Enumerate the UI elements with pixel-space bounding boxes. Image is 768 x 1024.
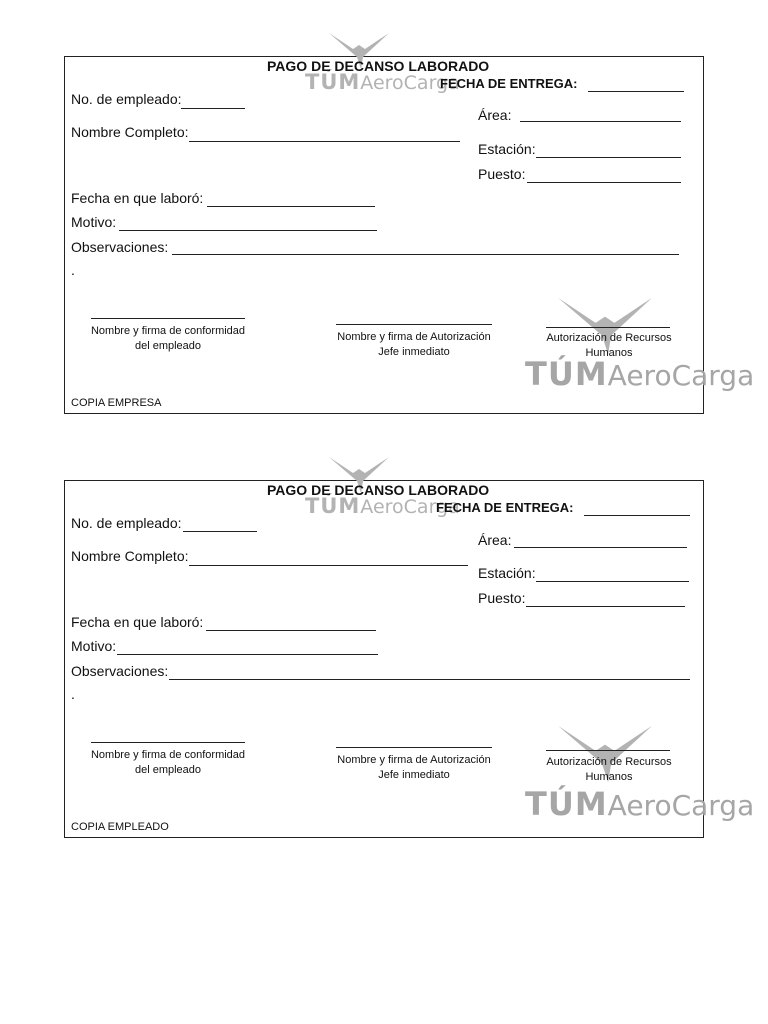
station-label: Estación:: [478, 565, 536, 581]
employee-signature-caption: Nombre y firma de conformidad del empleado: [90, 749, 246, 776]
hr-signature-line[interactable]: [546, 327, 670, 328]
area-label: Área:: [478, 532, 512, 548]
brand-logo-bottom: TÚMAeroCarga: [525, 355, 755, 393]
copy-label: COPIA EMPLEADO: [71, 821, 169, 833]
boss-signature-line[interactable]: [336, 747, 492, 748]
reason-field[interactable]: [119, 230, 377, 231]
employee-signature-line[interactable]: [91, 742, 245, 743]
form-title: PAGO DE DECANSO LABORADO: [267, 482, 490, 498]
worked-date-label: Fecha en que laboró:: [71, 190, 204, 206]
employee-no-label: No. de empleado:: [71, 515, 182, 531]
dot-mark: .: [71, 686, 75, 702]
hr-signature-caption: Autorización de Recursos Humanos: [546, 756, 672, 783]
hr-signature-caption: Autorización de Recursos Humanos: [546, 332, 672, 359]
boss-signature-caption: Nombre y firma de Autorización Jefe inmediato: [337, 331, 491, 358]
boss-signature-caption: Nombre y firma de Autorización Jefe inmediato: [337, 754, 491, 781]
full-name-label: Nombre Completo:: [71, 548, 189, 564]
dot-mark: .: [71, 262, 75, 278]
reason-field[interactable]: [117, 654, 378, 655]
copy-label: COPIA EMPRESA: [71, 397, 162, 409]
area-field[interactable]: [520, 121, 681, 122]
position-field[interactable]: [526, 606, 685, 607]
employee-signature-line[interactable]: [91, 318, 245, 319]
delivery-date-label: FECHA DE ENTREGA:: [440, 76, 578, 91]
delivery-date-field[interactable]: [588, 91, 684, 92]
brand-logo-top: TÚMAeroCarga: [305, 70, 460, 94]
worked-date-field[interactable]: [206, 630, 376, 631]
observations-field[interactable]: [169, 679, 690, 680]
delivery-date-label: FECHA DE ENTREGA:: [436, 500, 574, 515]
employee-no-field[interactable]: [183, 531, 257, 532]
reason-label: Motivo:: [71, 638, 117, 654]
worked-date-field[interactable]: [207, 206, 375, 207]
reason-label: Motivo:: [71, 214, 117, 230]
employee-no-label: No. de empleado:: [71, 91, 182, 107]
station-label: Estación:: [478, 141, 536, 157]
observations-label: Observaciones:: [71, 239, 169, 255]
form-employee-copy: [64, 480, 755, 838]
brand-logo-top: TÚMAeroCarga: [305, 494, 460, 518]
form-company-copy: [64, 56, 755, 414]
area-field[interactable]: [514, 547, 687, 548]
hr-signature-line[interactable]: [546, 750, 670, 751]
position-field[interactable]: [527, 182, 681, 183]
boss-signature-line[interactable]: [336, 324, 492, 325]
employee-signature-caption: Nombre y firma de conformidad del empleado: [90, 325, 246, 352]
brand-logo-bottom: TÚMAeroCarga: [525, 785, 755, 823]
worked-date-label: Fecha en que laboró:: [71, 614, 204, 630]
employee-no-field[interactable]: [181, 108, 245, 109]
area-label: Área:: [478, 107, 512, 123]
full-name-field[interactable]: [189, 565, 468, 566]
form-title: PAGO DE DECANSO LABORADO: [267, 58, 490, 74]
position-label: Puesto:: [478, 166, 526, 182]
delivery-date-field[interactable]: [584, 515, 690, 516]
full-name-field[interactable]: [189, 141, 460, 142]
observations-field[interactable]: [172, 254, 679, 255]
station-field[interactable]: [536, 157, 681, 158]
full-name-label: Nombre Completo:: [71, 124, 189, 140]
observations-label: Observaciones:: [71, 663, 169, 679]
position-label: Puesto:: [478, 590, 526, 606]
station-field[interactable]: [536, 581, 689, 582]
